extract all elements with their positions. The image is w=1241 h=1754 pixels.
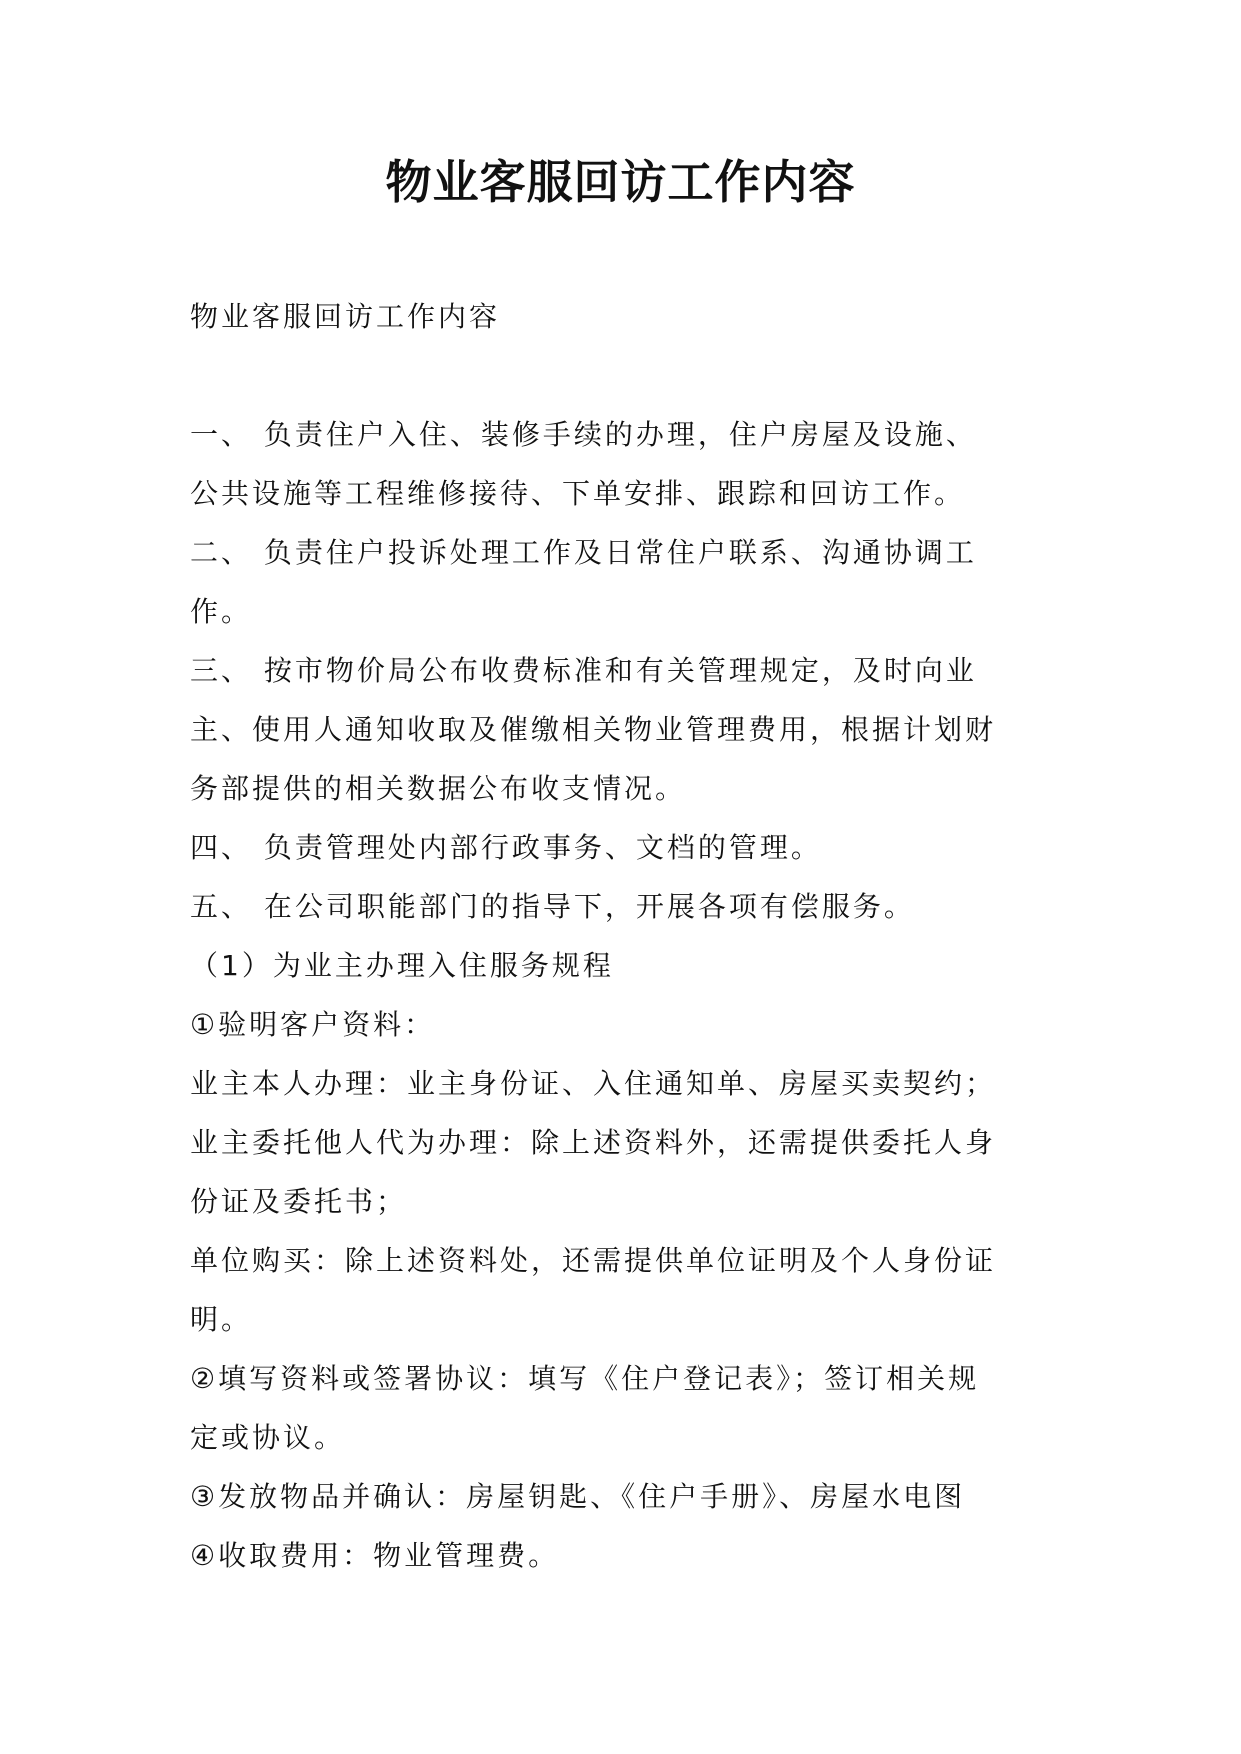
body-line: 三、 按市物价局公布收费标准和有关管理规定，及时向业: [190, 654, 977, 687]
document-body: [190, 287, 1070, 1585]
body-line: 二、 负责住户投诉处理工作及日常住户联系、沟通协调工: [190, 536, 977, 569]
intro-heading: 物业客服回访工作内容: [190, 300, 501, 333]
body-line: ③发放物品并确认：房屋钥匙、《住户手册》、房屋水电图: [190, 1480, 966, 1513]
body-line: ②填写资料或签署协议：填写《住户登记表》；签订相关规: [190, 1362, 980, 1395]
body-line: 五、 在公司职能部门的指导下，开展各项有偿服务。: [190, 890, 915, 923]
body-line: 务部提供的相关数据公布收支情况。: [190, 772, 687, 805]
body-line: 四、 负责管理处内部行政事务、文档的管理。: [190, 831, 822, 864]
body-line: 作。: [190, 595, 253, 628]
paragraph-gap: [190, 346, 1070, 405]
body-line: 业主委托他人代为办理：除上述资料外，还需提供委托人身: [190, 1126, 997, 1159]
body-line: ①验明客户资料：: [190, 1008, 436, 1041]
body-line: 份证及委托书；: [190, 1185, 408, 1218]
body-line: （1）为业主办理入住服务规程: [190, 949, 614, 982]
document-title: 物业客服回访工作内容: [385, 155, 856, 209]
body-line: 定或协议。: [190, 1421, 346, 1454]
body-line: 业主本人办理：业主身份证、入住通知单、房屋买卖契约；: [190, 1067, 997, 1100]
body-line: ④收取费用：物业管理费。: [190, 1539, 560, 1572]
body-line: 公共设施等工程维修接待、下单安排、跟踪和回访工作。: [190, 477, 966, 510]
body-line: 单位购买：除上述资料处，还需提供单位证明及个人身份证: [190, 1244, 997, 1277]
body-line: 主、使用人通知收取及催缴相关物业管理费用，根据计划财: [190, 713, 997, 746]
body-line: 一、 负责住户入住、装修手续的办理，住户房屋及设施、: [190, 418, 977, 451]
body-line: 明。: [190, 1303, 253, 1336]
